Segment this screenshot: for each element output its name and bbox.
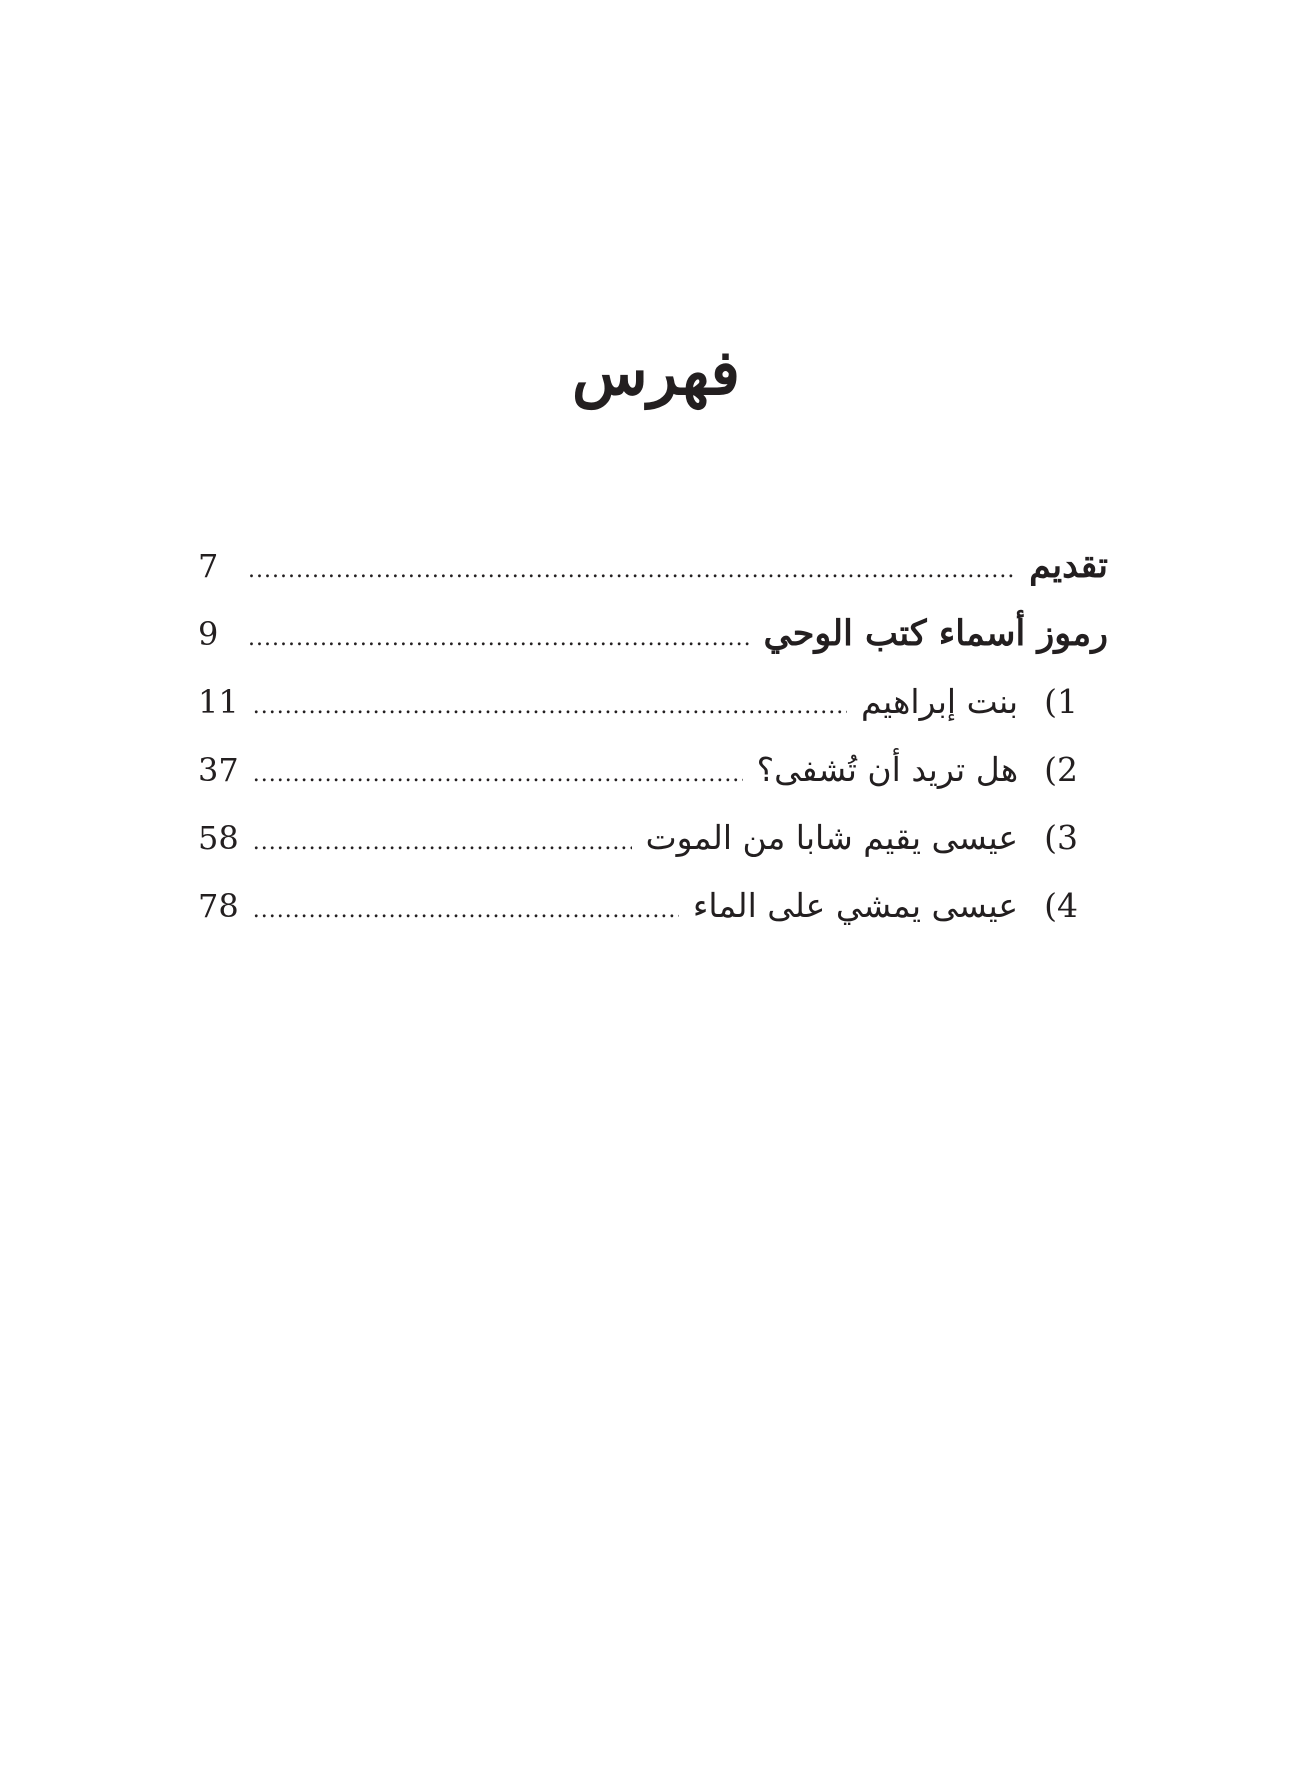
toc-entry-chapter-1 bbox=[198, 668, 1108, 736]
dot-leader bbox=[253, 809, 632, 877]
table-of-contents bbox=[198, 532, 1108, 940]
dot-leader bbox=[248, 605, 750, 673]
toc-entry-abbreviations bbox=[198, 600, 1108, 668]
page-title: فهرس bbox=[571, 335, 741, 409]
toc-entry-title: هل تريد أن تُشفى؟ bbox=[756, 750, 1019, 789]
dot-leader bbox=[253, 877, 679, 945]
toc-page-number: 11 bbox=[198, 683, 239, 721]
toc-entry-number: 3) bbox=[1044, 818, 1078, 857]
toc-page-number: 7 bbox=[198, 547, 219, 585]
toc-entry-title: رموز أسماء كتب الوحي bbox=[763, 613, 1108, 654]
toc-page-number: 37 bbox=[198, 751, 239, 789]
toc-page-number: 9 bbox=[198, 615, 219, 653]
toc-entry-chapter-4 bbox=[198, 872, 1108, 940]
toc-entry-chapter-3 bbox=[198, 804, 1108, 872]
dot-leader bbox=[253, 673, 847, 741]
toc-entry-chapter-2 bbox=[198, 736, 1108, 804]
toc-entry-title: بنت إبراهيم bbox=[861, 682, 1019, 721]
toc-entry-number: 4) bbox=[1044, 886, 1078, 925]
dot-leader bbox=[253, 741, 743, 809]
toc-entry-introduction bbox=[198, 532, 1108, 600]
toc-page-number: 78 bbox=[198, 887, 239, 925]
toc-entry-title: عيسى يمشي على الماء bbox=[692, 886, 1019, 925]
toc-entry-title: عيسى يقيم شابا من الموت bbox=[645, 818, 1019, 857]
toc-entry-number: 1) bbox=[1044, 682, 1078, 721]
toc-page-number: 58 bbox=[198, 819, 239, 857]
toc-entry-number: 2) bbox=[1044, 750, 1078, 789]
toc-entry-title: تقديم bbox=[1029, 545, 1108, 586]
dot-leader bbox=[248, 537, 1015, 605]
